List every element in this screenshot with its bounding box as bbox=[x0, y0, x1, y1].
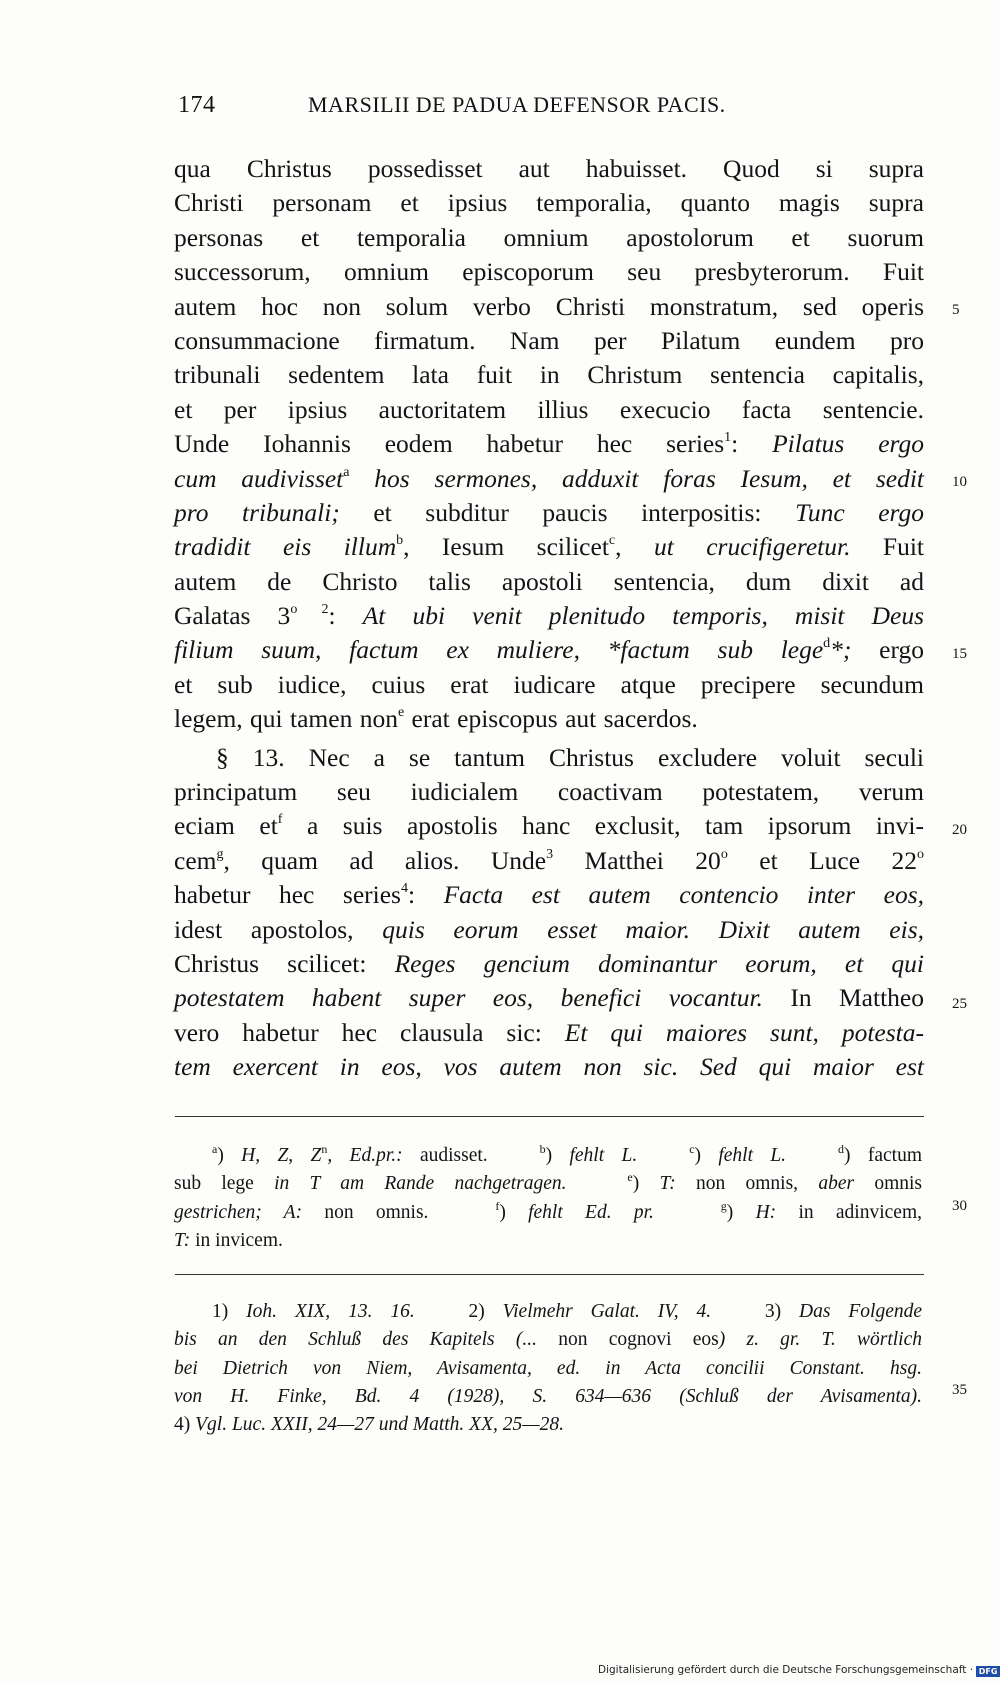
apparatus-ref: a bbox=[343, 464, 350, 480]
text-line: autem hoc non solum verbo Christi monstratum, sed operis bbox=[174, 291, 924, 321]
text-line: personas et temporalia omnium apostolorum et suorum bbox=[174, 222, 924, 252]
line-number: 10 bbox=[952, 474, 967, 490]
text-line: tribunali sedentem lata fuit in Christum sentencia capitalis, bbox=[174, 360, 924, 390]
line-number: 30 bbox=[952, 1198, 967, 1214]
footnote-divider bbox=[175, 1274, 924, 1275]
text-line: principatum seu iudicialem coactivam potestatem, verum bbox=[174, 777, 924, 807]
footnote-line: bis an den Schluß des Kapitels (... non cognovi eos) z. gr. T. wörtlich bbox=[174, 1329, 922, 1351]
text-line: cem$^g$, quam ad alios. Unde$^3$ Matthei 20$^o$ et Luce 22$^o$ bbox=[174, 845, 924, 875]
running-head-title: MARSILII DE PADUA DEFENSOR PACIS. bbox=[308, 92, 726, 117]
line-number: 25 bbox=[952, 996, 967, 1012]
text-line: filium suum, factum ex muliere, *factum sub lege$^d$*; ergo bbox=[174, 635, 924, 665]
text-line: pro tribunali; et subditur paucis interpositis: Tunc ergo bbox=[174, 497, 924, 527]
page-number: 174 bbox=[178, 92, 216, 118]
apparatus-line: $^a$) H, Z, $Z^n$, Ed.pr.: audisset. $^b$) fehlt L. $^c$) fehlt L. $^d$) factum bbox=[212, 1142, 923, 1166]
text-line: tem exercent in eos, vos autem non sic. Sed qui maior est bbox=[174, 1052, 924, 1082]
text-line: consummacione firmatum. Nam per Pilatum eundem pro bbox=[174, 325, 924, 355]
footnote-line: bei Dietrich von Niem, Avisamenta, ed. in Acta concilii Constant. hsg. bbox=[174, 1357, 922, 1379]
text-line: Galatas $3^{o 2}$: At ubi venit plenitudo temporis, misit Deus bbox=[174, 601, 925, 631]
credit-text: Digitalisierung gefördert durch die Deutsche Forschungsgemeinschaft · bbox=[598, 1664, 974, 1676]
text-line: vero habetur hec clausula sic: Et qui maiores sunt, potesta- bbox=[174, 1017, 924, 1047]
apparatus-line: gestrichen; A: non omnis. $^f$) fehlt Ed. pr. $^g$) H: in adinvicem, bbox=[174, 1198, 922, 1223]
running-header bbox=[178, 92, 920, 128]
text-line: qua Christus possedisset aut habuisset. Quod si supra bbox=[174, 154, 924, 183]
text-line: legem, qui tamen non$^e$ erat episcopus aut sacerdos. bbox=[174, 704, 698, 734]
line-number: 20 bbox=[952, 822, 967, 838]
text-line: tradidit eis illum$^b$, Iesum scilicet$^c$, ut crucifigeretur. Fuit bbox=[174, 532, 924, 562]
text-line: Christus scilicet: Reges gencium dominantur eorum, et qui bbox=[174, 948, 924, 978]
text-line: Unde Iohannis eodem habetur hec series$^1$: Pilatus ergo bbox=[174, 429, 924, 459]
section-heading-line: § 13. Nec a se tantum Christus excludere voluit seculi bbox=[216, 742, 924, 772]
apparatus-line: sub lege in T am Rande nachgetragen. $^e$) T: non omnis, aber omnis bbox=[174, 1170, 922, 1195]
apparatus-line: T: in invicem. bbox=[174, 1229, 283, 1251]
line-number: 5 bbox=[952, 302, 960, 318]
text-line: Christi personam et ipsius temporalia, quanto magis supra bbox=[174, 188, 924, 218]
text-line: et per ipsius auctoritatem illius execucio facta sentencie. bbox=[174, 394, 924, 424]
text-line: et sub iudice, cuius erat iudicare atque precipere secundum bbox=[174, 669, 924, 699]
dfg-logo-icon: DFG bbox=[976, 1666, 1000, 1677]
apparatus-divider bbox=[175, 1116, 924, 1117]
text-line: autem de Christo talis apostoli sentencia, dum dixit ad bbox=[174, 566, 924, 596]
text-line: cum audivisset$^a$ hos sermones, adduxit foras Iesum, et sedit bbox=[174, 463, 924, 493]
digitization-credit bbox=[598, 1664, 998, 1677]
footnote-ref: 1 bbox=[724, 430, 732, 446]
line-number: 15 bbox=[952, 646, 967, 662]
text-line: successorum, omnium episcoporum seu presbyterorum. Fuit bbox=[174, 257, 924, 287]
footnote-line: 1) Ioh. XIX, 13. 16. 2) Vielmehr Galat. IV, 4. 3) Das Folgende bbox=[212, 1301, 923, 1322]
text-line: eciam $et^f$ a suis apostolis hanc exclusit, tam ipsorum invi- bbox=[174, 811, 925, 841]
footnote-line: 4) Vgl. Luc. XXII, 24—27 und Matth. XX, 25—28. bbox=[174, 1414, 564, 1436]
text-line: habetur hec series$^4$: Facta est autem contencio inter eos, bbox=[174, 880, 924, 910]
critical-apparatus bbox=[174, 1142, 922, 1255]
main-text bbox=[174, 152, 924, 1085]
footnote-line: von H. Finke, Bd. 4 (1928), S. 634—636 (Schluß der Avisamenta). bbox=[174, 1385, 922, 1407]
text-line: potestatem habent super eos, benefici vocantur. In Mattheo bbox=[174, 983, 924, 1013]
footnotes bbox=[174, 1298, 922, 1439]
text-line: idest apostolos, quis eorum esset maior. Dixit autem eis, bbox=[174, 914, 925, 944]
line-number: 35 bbox=[952, 1382, 967, 1398]
